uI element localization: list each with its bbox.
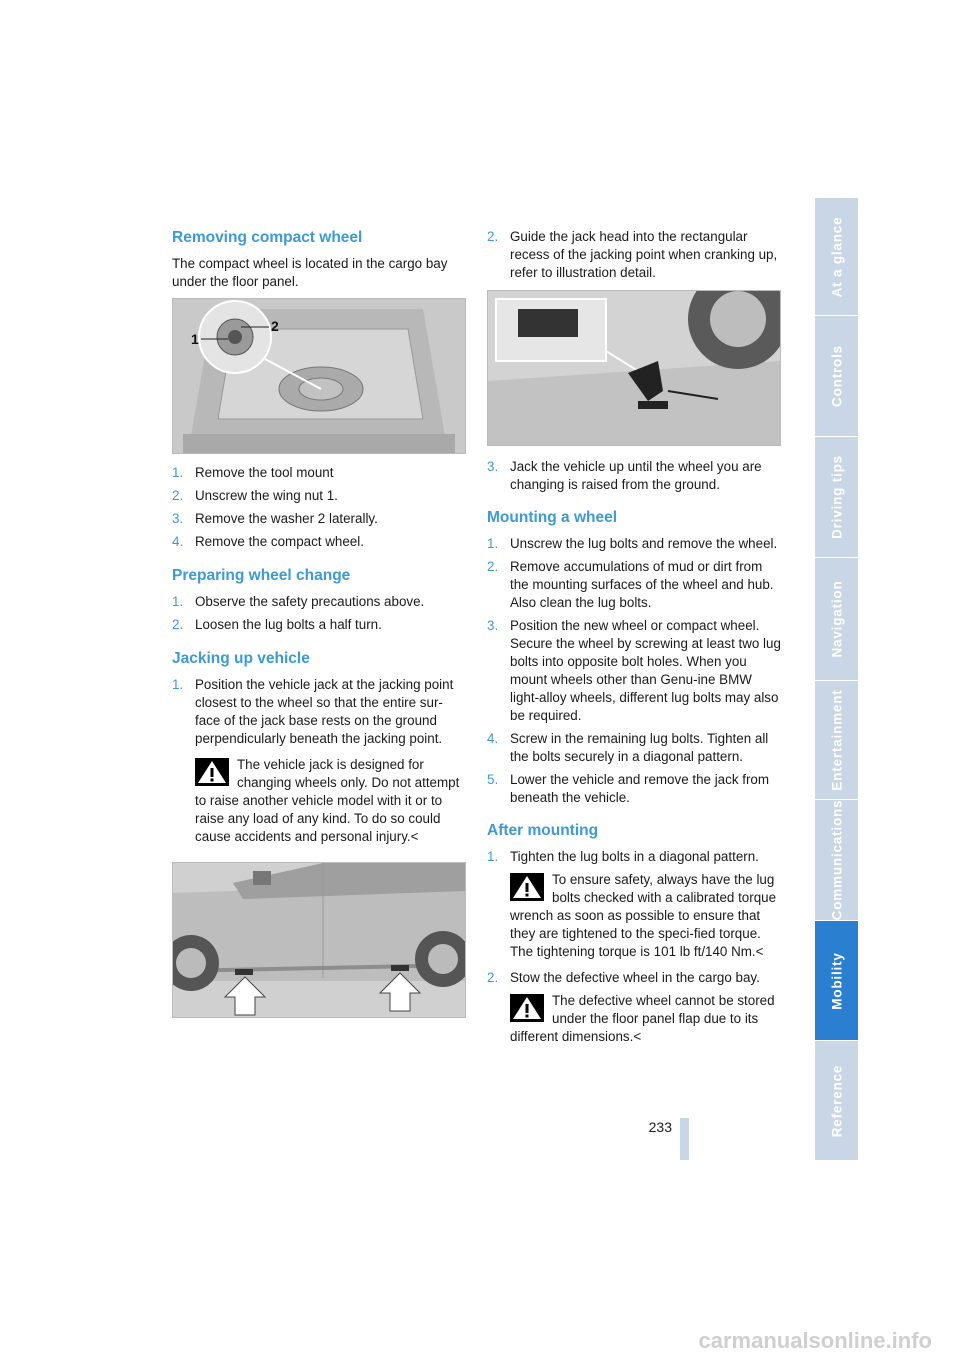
list-item [487,458,781,494]
tab-entertainment[interactable] [815,681,858,800]
step-number: 3. [487,459,499,474]
step-number: 2. [487,229,499,244]
jack-detail-figure [487,290,781,446]
step-text: Unscrew the wing nut 1. [195,488,338,503]
heading-jacking-up-vehicle: Jacking up vehicle [172,650,310,667]
step-text: Remove the tool mount [195,465,334,480]
list-item [487,558,781,612]
list-item [487,771,781,807]
step-number: 2. [172,617,184,632]
list-item [172,593,466,611]
warning-triangle-icon [195,758,229,786]
list-item [172,510,466,528]
step-text: Lower the vehicle and remove the jack from beneath the vehicle. [510,772,770,805]
step-text: Remove the compact wheel. [195,534,364,549]
tab-label: Controls [829,345,844,407]
step-text: Unscrew the lug bolts and remove the wheel. [510,536,778,551]
step-number: 5. [487,772,499,787]
page-number-bar [680,1118,689,1160]
callout-2: 2 [271,318,279,334]
step-number: 2. [487,970,499,985]
step-text: Remove the washer 2 laterally. [195,511,378,526]
removing-steps [172,464,466,551]
step-number: 1. [172,594,184,609]
list-item [487,969,781,987]
step-number: 1. [487,536,499,551]
left-column [172,228,466,1018]
heading-removing-compact-wheel: Removing compact wheel [172,229,363,246]
step-text: Remove accumulations of mud or dirt from the mounting surfaces of the wheel and hub. Also clean the lug bolts. [510,559,774,610]
car-side-illustration [173,863,465,1017]
tab-controls[interactable] [815,316,858,437]
tab-reference[interactable] [815,1041,858,1161]
list-item [487,730,781,766]
warning-text: The vehicle jack is designed for changing wheels only. Do not attempt to raise another vehicle model with it or to raise any load of any kind. To do so could cause accidents and personal injury.< [195,757,460,844]
jacking-points-figure [172,862,466,1018]
list-item [487,228,781,282]
step-text: Position the new wheel or compact wheel. Secure the wheel by screwing at least two lug bolts into opposite bolt holes. When you mount wheels other than Genu-ine BMW light-alloy wheels, different lug bolts may also be required. [510,618,781,723]
step-text: Stow the defective wheel in the cargo bay. [510,970,760,985]
right-column [487,228,781,1046]
page-number: 233 [648,1119,672,1135]
list-item [487,848,781,866]
intro-text: The compact wheel is located in the cargo bay under the floor panel. [172,256,448,289]
list-item [487,535,781,553]
step-number: 1. [172,465,184,480]
watermark: carmanualsonline.info [698,1328,932,1353]
tab-label: At a glance [829,216,844,297]
step-number: 2. [172,488,184,503]
step-number: 3. [487,618,499,633]
warning-triangle-icon [510,873,544,901]
step-text: Jack the vehicle up until the wheel you are changing is raised from the ground. [510,459,762,492]
warning-note [487,871,781,961]
warning-note [172,756,466,846]
step-number: 4. [172,534,184,549]
section-sidebar [815,198,858,1160]
list-item [487,617,781,725]
footer [0,1318,960,1358]
warning-text: The defective wheel cannot be stored under the floor panel flap due to its different dimensions.< [510,993,775,1044]
tab-navigation[interactable] [815,558,858,681]
step-text: Position the vehicle jack at the jacking point closest to the wheel so that the entire sur-face of the jack base rests on the ground perpendicularly beneath the jacking point. [195,677,454,746]
tab-label: Driving tips [829,455,844,539]
callout-1: 1 [191,331,199,347]
warning-note [487,992,781,1046]
step-number: 4. [487,731,499,746]
cargo-bay-illustration [173,299,465,453]
step-number: 1. [487,849,499,864]
tab-label: Mobility [829,951,844,1010]
tab-driving-tips[interactable] [815,437,858,558]
step-text: Tighten the lug bolts in a diagonal pattern. [510,849,759,864]
heading-after-mounting: After mounting [487,822,599,839]
heading-preparing-wheel-change: Preparing wheel change [172,567,351,584]
list-item [172,616,466,634]
step-text: Observe the safety precautions above. [195,594,425,609]
list-item [172,464,466,482]
jack-illustration [488,291,780,445]
tab-label: Reference [829,1064,844,1137]
step-number: 2. [487,559,499,574]
tab-label: Navigation [829,580,844,658]
warning-triangle-icon [510,994,544,1022]
step-text: Guide the jack head into the rectangular recess of the jacking point when cranking up, refer to illustration detail. [510,229,778,280]
list-item [172,676,466,748]
heading-mounting-a-wheel: Mounting a wheel [487,509,618,526]
cargo-bay-figure [172,298,466,454]
step-number: 1. [172,677,184,692]
step-number: 3. [172,511,184,526]
step-text: Loosen the lug bolts a half turn. [195,617,382,632]
warning-text: To ensure safety, always have the lug bolts checked with a calibrated torque wrench as soon as possible to ensure that they are tightened to the speci-fied torque. The tightening torque is 101 lb ft/140 Nm.< [510,872,777,959]
list-item [172,487,466,505]
tab-communications[interactable] [815,800,858,921]
tab-label: Communications [829,799,844,921]
tab-mobility[interactable] [815,921,858,1041]
list-item [172,533,466,551]
tab-label: Entertainment [829,689,844,791]
step-text: Screw in the remaining lug bolts. Tighten all the bolts securely in a diagonal pattern. [510,731,769,764]
tab-at-a-glance[interactable] [815,198,858,316]
